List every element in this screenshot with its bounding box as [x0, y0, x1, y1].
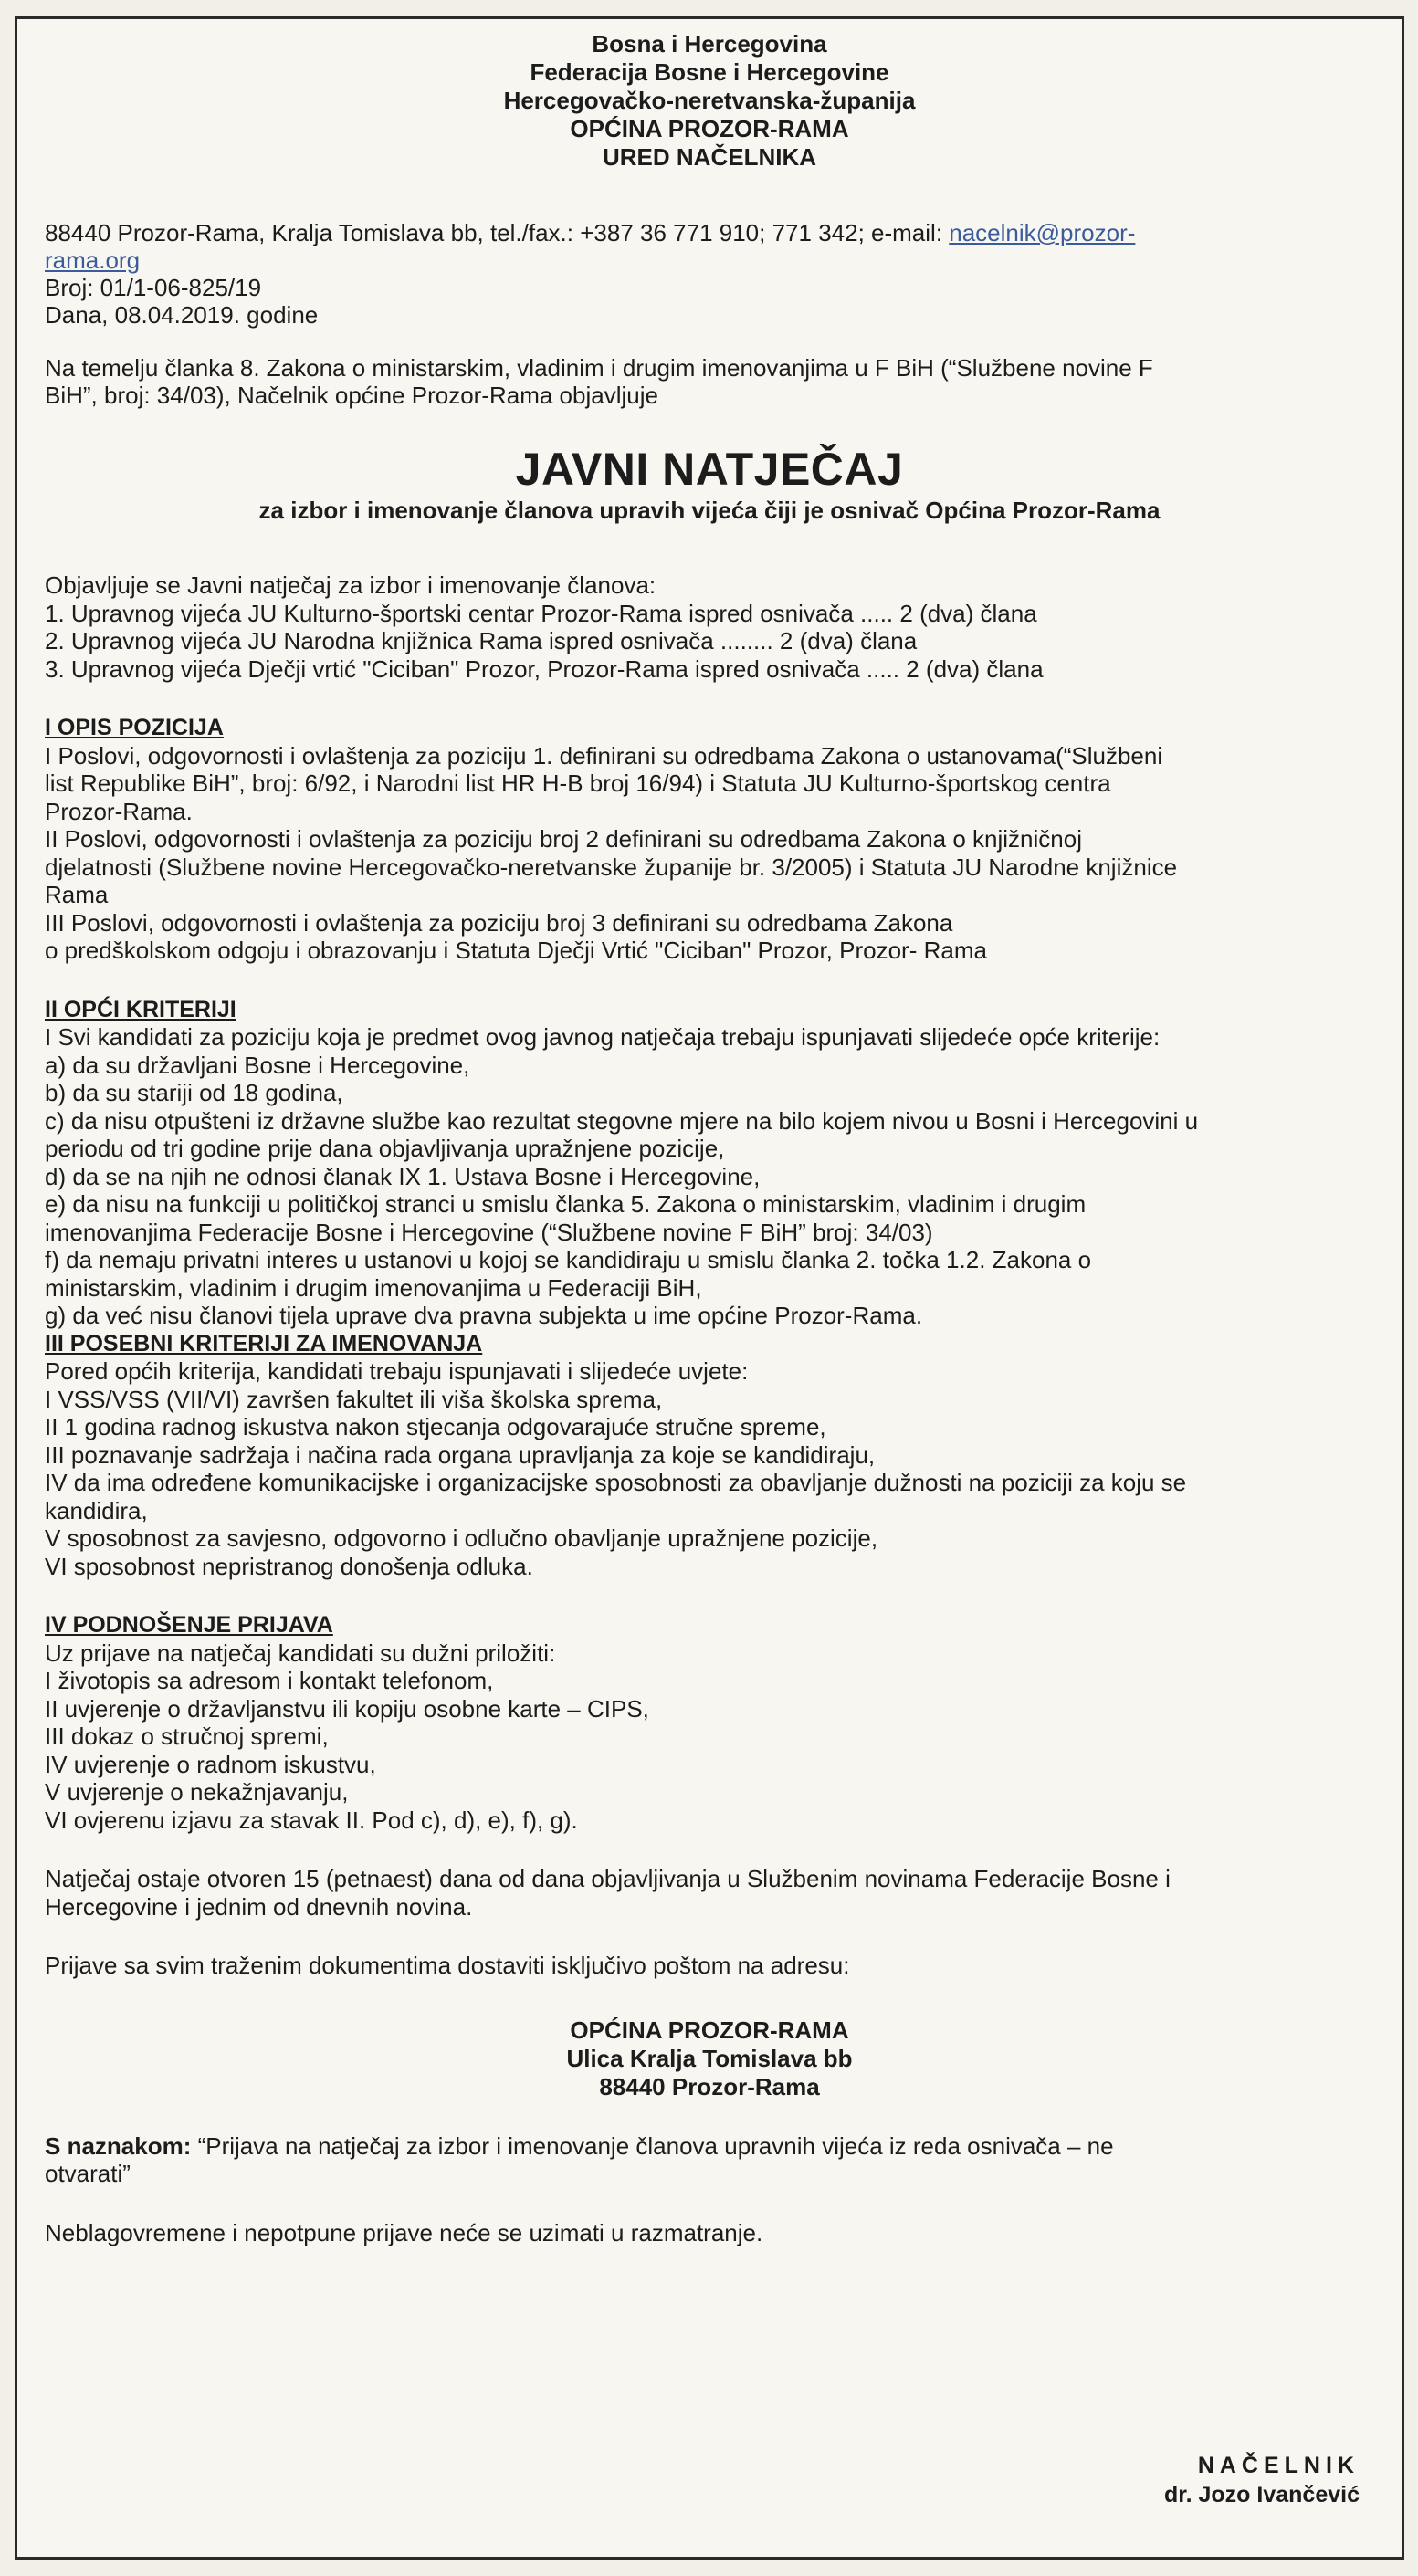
- text-line: b) da su stariji od 18 godina,: [45, 1079, 343, 1106]
- text-line: V sposobnost za savjesno, odgovorno i odlučno obavljanje upražnjene pozicije,: [45, 1524, 878, 1552]
- text-line: Rama: [45, 881, 109, 908]
- address-line: 88440 Prozor-Rama: [599, 2072, 820, 2100]
- text-line: II uvjerenje o državljanstvu ili kopiju osobne karte – CIPS,: [45, 1694, 649, 1723]
- text-line: Hercegovine i jednim od dnevnih novina.: [45, 1892, 473, 1921]
- document-date: Dana, 08.04.2019. godine: [45, 301, 319, 329]
- signature-name: dr. Jozo Ivančević: [1164, 2482, 1360, 2508]
- text-line: VI ovjerenu izjavu za stavak II. Pod c), d), e), f), g).: [45, 1806, 578, 1834]
- email-link[interactable]: nacelnik@prozor-: [949, 219, 1136, 246]
- header-federation: Federacija Bosne i Hercegovine: [530, 58, 889, 86]
- envelope-note: [45, 2132, 1374, 2188]
- section-heading: II OPĆI KRITERIJI: [45, 996, 236, 1022]
- text-line: djelatnosti (Službene novine Hercegovačko-neretvanske županije br. 3/2005) i Statuta JU Narodne knjižnice: [45, 853, 1178, 881]
- text-line: o predškolskom odgoju i obrazovanju i Statuta Dječji Vrtić "Ciciban" Prozor, Prozor- Rama: [45, 937, 987, 964]
- section-position-descriptions: [45, 714, 1374, 965]
- email-link-continued[interactable]: rama.org: [45, 246, 141, 274]
- deadline-paragraph: [45, 1865, 1374, 1921]
- document-page: [15, 16, 1404, 2560]
- text-line: V uvjerenje o nekažnjavanju,: [45, 1778, 349, 1806]
- text-line: d) da se na njih ne odnosi članak IX 1. Ustava Bosne i Hercegovine,: [45, 1162, 761, 1190]
- text-line: Uz prijave na natječaj kandidati su dužni priložiti:: [45, 1639, 556, 1667]
- address-line: OPĆINA PROZOR-RAMA: [570, 2016, 849, 2044]
- note-label: S naznakom:: [45, 2131, 192, 2160]
- section-heading: I OPIS POZICIJA: [45, 715, 224, 740]
- text-line: I Poslovi, odgovornosti i ovlaštenja za poziciju 1. definirani su odredbama Zakona o ustanovama(“Službeni: [45, 741, 1163, 770]
- text-line: a) da su državljani Bosne i Hercegovine,: [45, 1051, 470, 1079]
- text-line: III dokaz o stručnoj spremi,: [45, 1723, 329, 1750]
- text-line: I VSS/VSS (VII/VI) završen fakultet ili viša školska sprema,: [45, 1385, 663, 1413]
- text-line: Prozor-Rama.: [45, 797, 193, 825]
- section-heading: IV PODNOŠENJE PRIJAVA: [45, 1612, 333, 1638]
- reference-number: Broj: 01/1-06-825/19: [45, 274, 262, 301]
- text-line: Natječaj ostaje otvoren 15 (petnaest) dana od dana objavljivanja u Službenim novinama Federacije Bosne i: [45, 1865, 1171, 1892]
- text-line: g) da već nisu članovi tijela uprave dva pravna subjekta u ime općine Prozor-Rama.: [45, 1302, 923, 1329]
- list-item: 3. Upravnog vijeća Dječji vrtić "Ciciban" Prozor, Prozor-Rama ispred osnivača ..... 2 (dva) člana: [45, 654, 1044, 683]
- section-heading: III POSEBNI KRITERIJI ZA IMENOVANJA: [45, 1330, 483, 1356]
- text-line: list Republike BiH”, broj: 6/92, i Narodni list HR H-B broj 16/94) i Statuta JU Kulturno-športskog centra: [45, 770, 1111, 797]
- signature-title: NAČELNIK: [1197, 2453, 1360, 2478]
- text-line: VI sposobnost nepristranog donošenja odluka.: [45, 1552, 533, 1580]
- list-item: 1. Upravnog vijeća JU Kulturno-športski centar Prozor-Rama ispred osnivača ..... 2 (dva) člana: [45, 599, 1037, 627]
- contact-address: 88440 Prozor-Rama, Kralja Tomislava bb, tel./fax.: +387 36 771 910; 771 342; e-mail:: [45, 219, 950, 246]
- text-line: f) da nemaju privatni interes u ustanovi u kojoj se kandidiraju u smislu članka 2. točka 1.2. Zakona o: [45, 1246, 1092, 1273]
- text-line: periodu od tri godine prije dana objavljivanja upražnjene pozicije,: [45, 1135, 725, 1162]
- mailing-address: [45, 2016, 1374, 2101]
- list-item: Objavljuje se Javni natječaj za izbor i imenovanje članova:: [45, 571, 656, 599]
- text-line: c) da nisu otpušteni iz državne službe kao rezultat stegovne mjere na bilo kojem nivou u Bosni i Hercegovini u: [45, 1106, 1199, 1135]
- contact-address-line: [45, 219, 1374, 246]
- text-line: ministarskim, vladinim i drugim imenovanjima u Federaciji BiH,: [45, 1273, 702, 1302]
- note-text-continued: otvarati”: [45, 2160, 131, 2187]
- text-line: II 1 godina radnog iskustva nakon stjecanja odgovarajuće stručne spreme,: [45, 1413, 826, 1440]
- delivery-instruction: Prijave sa svim traženim dokumentima dostaviti isključivo poštom na adresu:: [45, 1952, 850, 1979]
- text-line: II Poslovi, odgovornosti i ovlaštenja za poziciju broj 2 definirani su odredbama Zakona o knjižničnoj: [45, 825, 1082, 853]
- note-text: “Prijava na natječaj za izbor i imenovanje članova upravnih vijeća iz reda osnivača – ne: [191, 2131, 1114, 2160]
- header-country: Bosna i Hercegovina: [592, 30, 827, 58]
- legal-basis-line: Na temelju članka 8. Zakona o ministarskim, vladinim i drugim imenovanjima u F BiH (“Službene novine F: [45, 354, 1153, 382]
- text-line: imenovanjima Federacije Bosne i Hercegovine (“Službene novine F BiH” broj: 34/03): [45, 1218, 933, 1246]
- legal-basis: [45, 354, 1374, 409]
- text-line: IV uvjerenje o radnom iskustvu,: [45, 1750, 376, 1778]
- text-line: III poznavanje sadržaja i načina rada organa upravljanja za koje se kandidiraju,: [45, 1440, 876, 1469]
- header-office: URED NAČELNIKA: [603, 143, 816, 171]
- announcement-list: [45, 571, 1374, 683]
- page-subtitle: za izbor i imenovanje članova upravih vijeća čiji je osnivač Općina Prozor-Rama: [258, 497, 1161, 524]
- text-line: IV da ima određene komunikacijske i organizacijske sposobnosti za obavljanje dužnosti na poziciji za koju se: [45, 1469, 1187, 1496]
- document-content: [45, 26, 1374, 2557]
- text-line: kandidira,: [45, 1496, 148, 1524]
- section-special-criteria: [45, 1330, 1374, 1581]
- contact-block: [45, 219, 1374, 329]
- address-line: Ulica Kralja Tomislava bb: [566, 2044, 853, 2072]
- text-line: e) da nisu na funkciji u političkoj stranci u smislu članka 5. Zakona o ministarskim, vladinim i drugim: [45, 1190, 1087, 1218]
- signature-block: [1164, 2451, 1360, 2509]
- text-line: Pored općih kriterija, kandidati trebaju ispunjavati i slijedeće uvjete:: [45, 1357, 749, 1385]
- section-general-criteria: [45, 996, 1374, 1330]
- legal-basis-line: BiH”, broj: 34/03), Načelnik općine Prozor-Rama objavljuje: [45, 382, 658, 409]
- header-canton: Hercegovačko-neretvanska-županija: [503, 87, 916, 114]
- page-title: JAVNI NATJEČAJ: [515, 444, 904, 495]
- text-line: III Poslovi, odgovornosti i ovlaštenja za poziciju broj 3 definirani su odredbama Zakona: [45, 908, 953, 937]
- late-applications-notice: Neblagovremene i nepotpune prijave neće se uzimati u razmatranje.: [45, 2218, 763, 2246]
- text-line: I životopis sa adresom i kontakt telefonom,: [45, 1667, 494, 1694]
- list-item: 2. Upravnog vijeća JU Narodna knjižnica Rama ispred osnivača ........ 2 (dva) člana: [45, 627, 918, 654]
- header-municipality: OPĆINA PROZOR-RAMA: [570, 115, 849, 142]
- letterhead: [45, 30, 1374, 172]
- section-applications: [45, 1611, 1374, 1834]
- text-line: I Svi kandidati za poziciju koja je predmet ovog javnog natječaja trebaju ispunjavati slijedeće opće kriterije:: [45, 1023, 1161, 1051]
